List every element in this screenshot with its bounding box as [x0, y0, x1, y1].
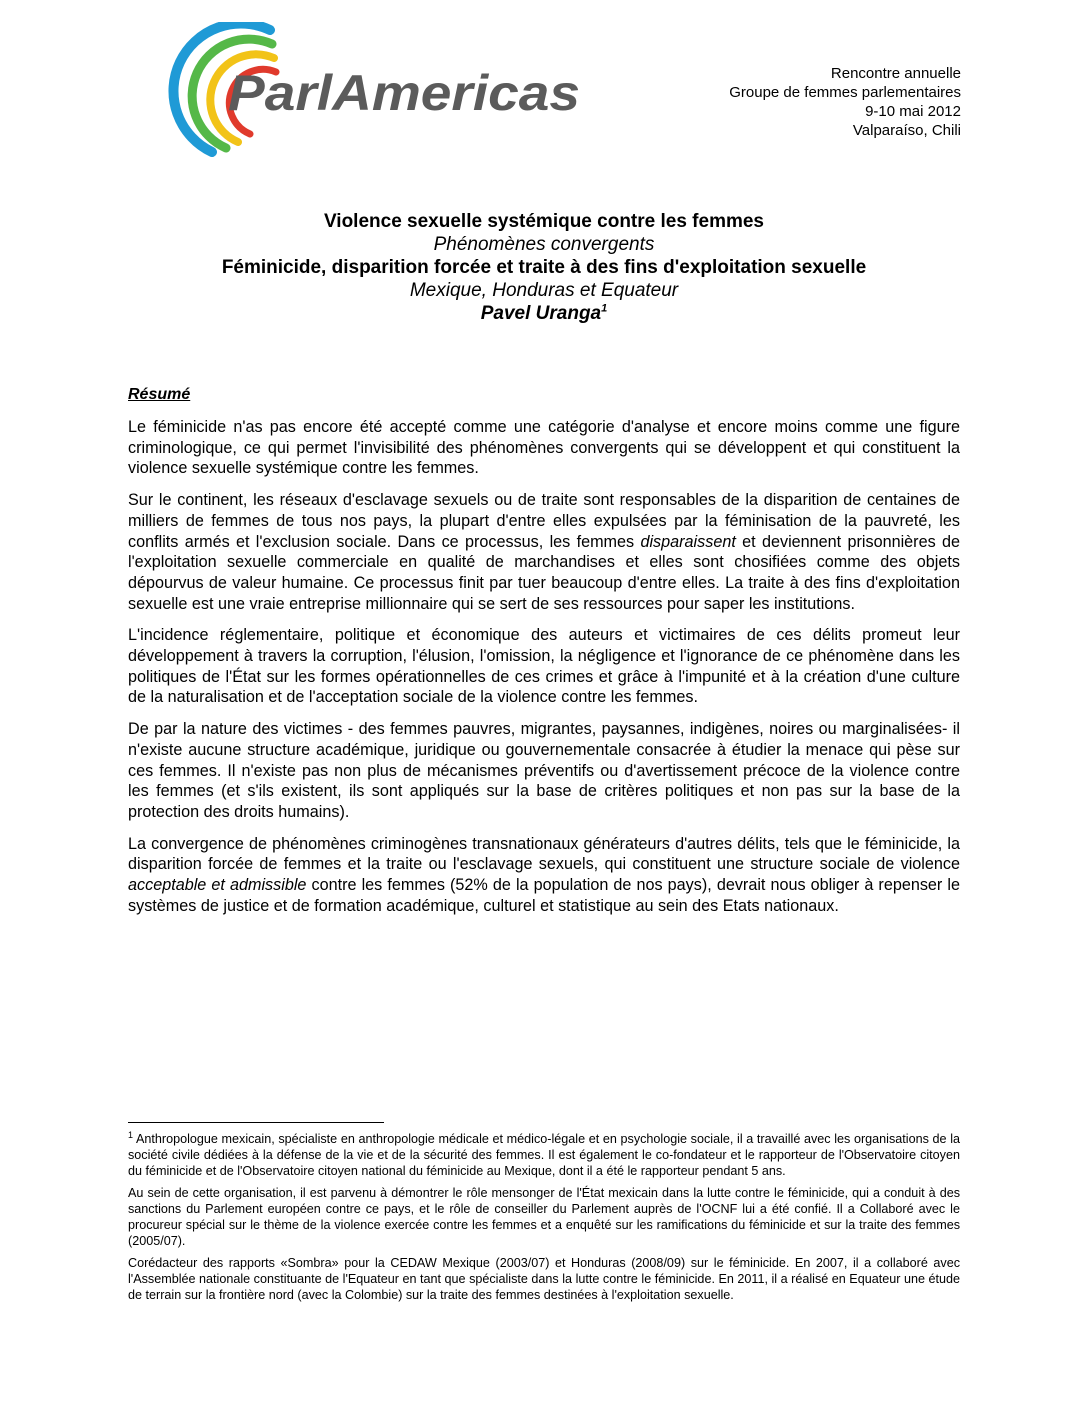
countries-line: Mexique, Honduras et Equateur — [409, 280, 679, 301]
abstract-p2-text-a: Sur le continent, les réseaux d'esclavage sexuels ou de traite sont responsables de la disparition de centaines de milliers de femmes de tous nos pays, la plupart d'entre elles expulsées par la féminisation de la pauvreté, les conflits armés et l'exclusion sociale. Dans ce processus, les femmes — [128, 491, 960, 551]
footnote-divider — [128, 1122, 384, 1123]
logo-swoosh-icon — [140, 22, 590, 157]
abstract-p5-text-b: contre les femmes (52% de la population de nos pays), devrait nous obliger à repenser le systèmes de justice et de formation académique, culturel et statistique au sein des Etats nationaux. — [128, 876, 960, 915]
subtitle: Phénomènes convergents — [433, 234, 655, 255]
abstract-paragraph-2 — [128, 490, 960, 614]
abstract-p2-text-b: et deviennent prisonnières de l'exploitation sexuelle commerciale en qualité de marchandises et elles sont chosifiées comme des objets dépourvus de valeur humaine. Ce processus finit par tuer beaucoup d'entre elles. La traite à des fins d'exploitation sexuelle est une vraie entreprise millionnaire qui se sert de ses ressources pour saper les institutions. — [128, 532, 960, 613]
event-name: Rencontre annuelle — [830, 65, 961, 82]
abstract-p5-emphasis: acceptable et admissible — [128, 876, 307, 895]
document-title-block — [128, 210, 960, 325]
author-footnote-ref[interactable]: 1 — [601, 302, 608, 315]
event-info — [729, 64, 961, 140]
parlamericas-logo — [140, 22, 590, 157]
author-name: Pavel Uranga — [480, 303, 602, 324]
abstract-section — [128, 385, 960, 927]
footnote-1 — [128, 1131, 960, 1179]
author-line — [128, 302, 960, 325]
event-date: 9-10 mai 2012 — [865, 103, 961, 120]
abstract-p5-text-a: La convergence de phénomènes criminogènes transnationaux générateurs d'autres délits, tels que le féminicide, la disparition forcée de femmes et la traite ou l'esclavage sexuels, qui constituent une structure sociale de violence — [128, 834, 960, 874]
event-location: Valparaíso, Chili — [852, 122, 961, 139]
abstract-paragraph-5 — [128, 834, 960, 917]
abstract-paragraph-3: L'incidence réglementaire, politique et économique des auteurs et victimaires de ces délits promeut leur développement à travers la corruption, l'élusion, l'omission, la négligence et l'ignorance de ce phénomène dans les politiques de l'État sur les formes opérationnelles de ces crimes et grâce à l'impunité et à la création d'une culture de la naturalisation et de l'acceptation sociale de la violence contre les femmes. — [128, 626, 960, 707]
abstract-paragraph-1: Le féminicide n'as pas encore été accepté comme une catégorie d'analyse et encore moins comme une figure criminologique, ce qui permet l'invisibilité des phénomènes convergents qui se développent et qui constituent la violence sexuelle systémique contre les femmes. — [128, 418, 960, 478]
abstract-p2-emphasis: disparaissent — [640, 532, 736, 551]
abstract-heading: Résumé — [128, 386, 191, 403]
event-group: Groupe de femmes parlementaires — [729, 84, 961, 101]
abstract-paragraph-4: De par la nature des victimes - des femmes pauvres, migrantes, paysannes, indigènes, noires ou marginalisées- il n'existe aucune structure académique, juridique ou gouvernementale consacrée à étudier la menace qui pèse sur ces femmes. Il n'existe pas non plus de mécanismes préventifs ou d'avertissement précoce de la violence contre les femmes (et s'ils existent, ils sont appliqués sur la base de critères politiques et non pas sur la base de la protection des droits humains). — [128, 720, 960, 821]
footnotes-section — [128, 1131, 960, 1309]
footnote-1-text: Anthropologue mexicain, spécialiste en anthropologie médicale et médico-légale et en psychologie sociale, il a travaillé avec les organisations de la société civile dédiées à la défense de la vie et de la sécurité des femmes. Il est également le co-fondateur et le rapporteur de l'Observatoire citoyen du féminicide et de l'Observatoire citoyen national du féminicide au Mexique, dont il a été le rapporteur pendant 5 ans. — [128, 1132, 960, 1178]
footnote-1-continued-a: Au sein de cette organisation, il est parvenu à démontrer le rôle mensonger de l'État mexicain dans la lutte contre le féminicide, qui a conduit à des sanctions du Parlement européen contre ce pays, et le rôle de conseiller du Parlement auprès de l'OCNF lui a été confié. Il a Collaboré avec le procureur spécial sur le thème de la violence exercée contre les femmes et a enquêté sur les ramifications du féminicide et sur la traite des femmes (2005/07). — [128, 1186, 960, 1248]
main-title: Violence sexuelle systémique contre les femmes — [323, 211, 765, 232]
footnote-1-continued-b: Corédacteur des rapports «Sombra» pour la CEDAW Mexique (2003/07) et Honduras (2008/09) sur le féminicide. En 2007, il a collaboré avec l'Assemblée nationale constituante de l'Equateur en tant que spécialiste dans la lutte contre le féminicide. En 2011, il a réalisé en Equateur une étude de terrain sur la frontière nord (avec la Colombie) sur la traite des femmes destinées à l'exploitation sexuelle. — [128, 1256, 960, 1302]
footnote-1-mark: 1 — [128, 1129, 134, 1140]
logo-wordmark: ParlAmericas — [228, 65, 580, 121]
topic-title: Féminicide, disparition forcée et traite à des fins d'exploitation sexuelle — [221, 257, 867, 278]
